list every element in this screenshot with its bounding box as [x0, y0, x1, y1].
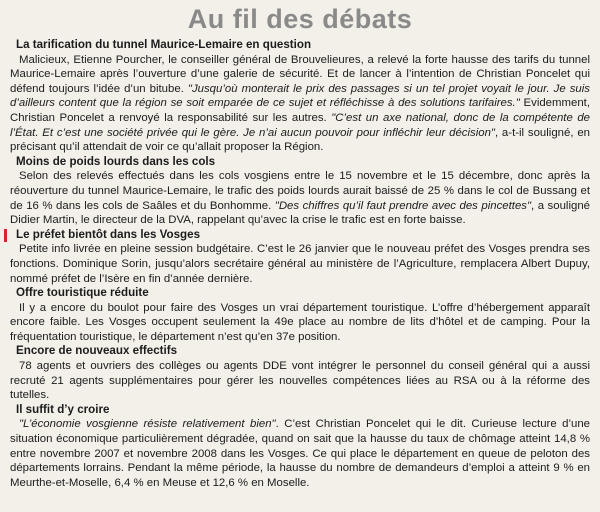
- section-prefet: [10, 228, 590, 286]
- red-marker-bar: [4, 229, 7, 242]
- section-offre-touristique: [10, 286, 590, 344]
- headline: Au fil des débats: [187, 4, 413, 34]
- section-poids-lourds: [10, 155, 590, 228]
- section-title: Le préfet bientôt dans les Vosges: [16, 228, 590, 243]
- section-tunnel-tarification: [10, 38, 590, 155]
- section-title: Moins de poids lourds dans les cols: [16, 154, 216, 168]
- section-body: "L’économie vosgienne résiste relativement bien". C’est Christian Poncelet qui le dit. Curieuse lecture d’une situation économique particulièrement dégradée, quand on sait que la hausse du taux de chômage atteint 14,8 % entre novembre 2007 et novembre 2008 dans les Vosges. Ce qui place le département en queue de peloton des départements lorrains. Pendant la même période, la hausse du nombre de demandeurs d’emploi a atteint 9 % en Meurthe-et-Moselle, 6,4 % en Meuse et 12,6 % en Moselle.: [10, 418, 590, 489]
- section-effectifs: [10, 344, 590, 402]
- article-body: [10, 38, 590, 490]
- section-title: Il suffit d’y croire: [16, 402, 110, 416]
- section-body: Petite info livrée en pleine session budgétaire. C’est le 26 janvier que le nouveau préfet des Vosges prendra ses fonctions. Dominique Sorin, jusqu’alors secrétaire général au ministère de l’Agriculture, remplacera Albert Dupuy, nommé préfet de l’Isère en fin d’année dernière.: [10, 243, 590, 285]
- section-title: La tarification du tunnel Maurice-Lemaire en question: [16, 38, 312, 51]
- section-title: Encore de nouveaux effectifs: [16, 344, 178, 358]
- section-body: 78 agents et ouvriers des collèges ou agents DDE vont intégrer le personnel du conseil général qui a aussi recruté 21 agents supplémentaires pour gérer les nouvelles compétences liées au RSA ou à la réforme des tutelles.: [10, 360, 590, 402]
- section-body: Malicieux, Etienne Pourcher, le conseiller général de Brouvelieures, a relevé la forte hausse des tarifs du tunnel Maurice-Lemaire après l’ouverture d’une galerie de sécurité. Et de lancer à l’intention de Christian Poncelet qui défend toujours l’idée d’un bitube. "Jusqu’où monterait le prix des passages si un tel projet voyait le jour. Je suis d’ailleurs content que la région se soit emparée de ce sujet et réfléchisse à des solutions tarifaires." Evidemment, Christian Poncelet a renvoyé la responsabilité sur les autres. "C’est un axe national, donc de la compétente de l’État. Et c’est une société privée qui le gère. Je n’ai aucun pouvoir pour infléchir leur décision", a-t-il souligné, en précisant qu’il attendait de voir ce qu’allait proposer la Région.: [10, 53, 590, 154]
- section-body: Selon des relevés effectués dans les cols vosgiens entre le 15 novembre et le 15 décembre, donc après la réouverture du tunnel Maurice-Lemaire, le trafic des poids lourds aurait baissé de 25 % dans le col de Bussang et de 16 % dans les cols de Saâles et du Bonhomme. "Des chiffres qu’il faut prendre avec des pincettes", a souligné Didier Martin, le directeur de la DVA, rappelant qu’avec la crise le trafic est en forte baisse.: [10, 170, 590, 227]
- section-body: Il y a encore du boulot pour faire des Vosges un vrai département touristique. L’offre d’hébergement apparaît encore faible. Les Vosges occupent seulement la 49e place au nombre de lits d’hôtel et de camping. Pour la fréquentation touristique, le département n’est qu’en 37e position.: [10, 301, 590, 343]
- section-title: Offre touristique réduite: [16, 286, 149, 300]
- section-il-suffit-dy-croire: [10, 403, 590, 491]
